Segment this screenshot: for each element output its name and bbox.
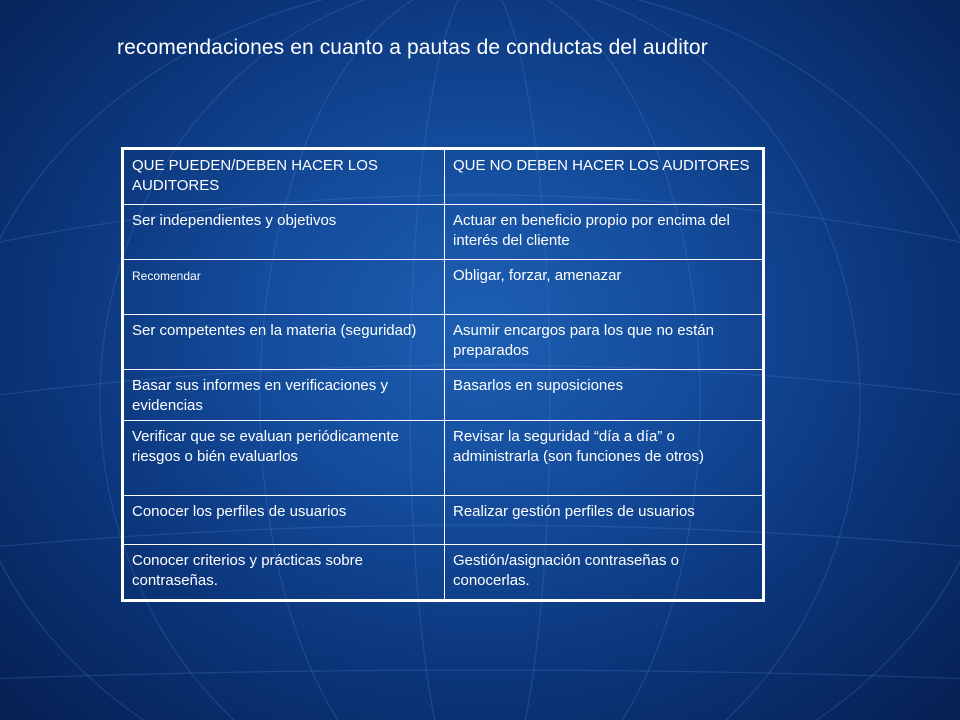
cell-do: Ser independientes y objetivos (123, 205, 445, 260)
cell-do: Ser competentes en la materia (seguridad) (123, 315, 445, 370)
cell-do: Recomendar (123, 260, 445, 315)
cell-do: Conocer los perfiles de usuarios (123, 496, 445, 545)
header-do: QUE PUEDEN/DEBEN HACER LOS AUDITORES (123, 149, 445, 205)
table-row (123, 315, 764, 370)
cell-dont: Basarlos en suposiciones (445, 370, 764, 421)
table-row (123, 205, 764, 260)
table-header-row (123, 149, 764, 205)
header-dont: QUE NO DEBEN HACER LOS AUDITORES (445, 149, 764, 205)
cell-dont: Realizar gestión perfiles de usuarios (445, 496, 764, 545)
slide-title: recomendaciones en cuanto a pautas de conductas del auditor (117, 36, 708, 59)
cell-dont: Gestión/asignación contraseñas o conocerlas. (445, 545, 764, 601)
cell-dont: Obligar, forzar, amenazar (445, 260, 764, 315)
table-row (123, 370, 764, 421)
cell-do: Basar sus informes en verificaciones y evidencias (123, 370, 445, 421)
conduct-table (121, 147, 765, 602)
table-row (123, 260, 764, 315)
cell-do: Conocer criterios y prácticas sobre contraseñas. (123, 545, 445, 601)
cell-dont: Actuar en beneficio propio por encima del interés del cliente (445, 205, 764, 260)
table-row (123, 421, 764, 496)
table-row (123, 496, 764, 545)
cell-dont: Asumir encargos para los que no están preparados (445, 315, 764, 370)
cell-do: Verificar que se evaluan periódicamente riesgos o bién evaluarlos (123, 421, 445, 496)
table-row (123, 545, 764, 601)
cell-dont: Revisar la seguridad “día a día” o administrarla (son funciones de otros) (445, 421, 764, 496)
